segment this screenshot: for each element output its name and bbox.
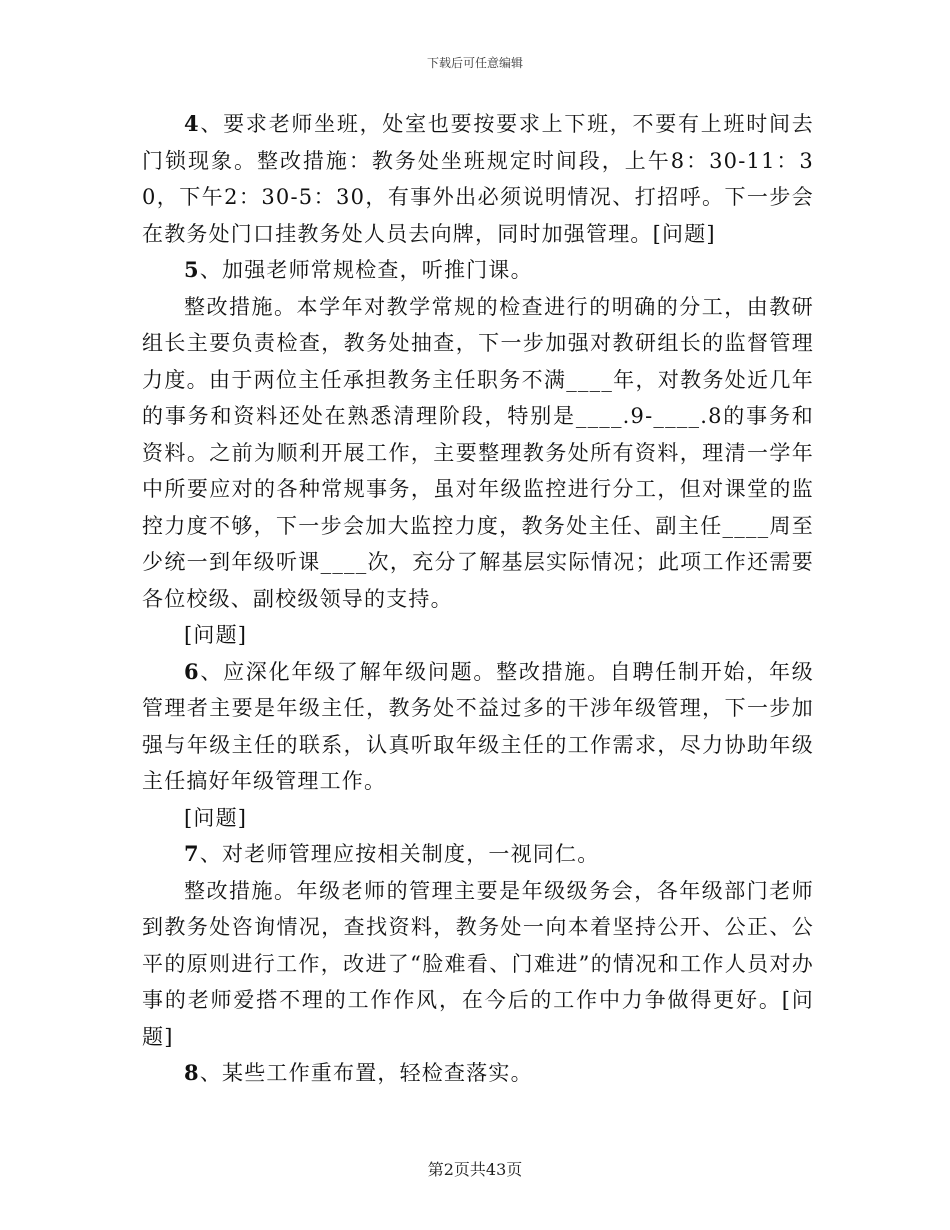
paragraph-item-6 bbox=[142, 654, 814, 800]
paragraph-text: 整改措施。本学年对教学常规的检查进行的明确的分工，由教研组长主要负责检查，教务处抽查，下一步加强对教研组长的监督管理力度。由于两位主任承担教务主任职务不满____年，对教务处近几年的事务和资料还处在熟悉清理阶段，特别是____.9-____.8的事务和资料。之前为顺利开展工作，主要整理教务处所有资料，理清一学年中所要应对的各种常规事务，虽对年级监控进行分工，但对课堂的监控力度不够，下一步会加大监控力度，教务处主任、副主任____周至少统一到年级听课____次，充分了解基层实际情况；此项工作还需要各位校级、副校级领导的支持。 bbox=[142, 294, 814, 611]
paragraph-measures-5 bbox=[142, 289, 814, 618]
paragraph-text: 、要求老师坐班，处室也要按要求上下班，不要有上班时间去门锁现象。整改措施：教务处坐班规定时间段，上午8：30-11：30，下午2：30-5：30，有事外出必须说明情况、打招呼。下一步会在教务处门口挂教务处人员去向牌，同时加强管理。[问题] bbox=[142, 112, 814, 246]
paragraph-text: [问题] bbox=[184, 623, 248, 647]
paragraph-item-5 bbox=[142, 252, 814, 289]
paragraph-question-label bbox=[142, 800, 814, 837]
paragraph-item-8 bbox=[142, 1055, 814, 1092]
paragraph-text: 、对老师管理应按相关制度，一视同仁。 bbox=[199, 842, 600, 866]
paragraph-measures-7 bbox=[142, 873, 814, 1056]
item-number: 6 bbox=[184, 658, 200, 684]
paragraph-text: 整改措施。年级老师的管理主要是年级级务会，各年级部门老师到教务处咨询情况，查找资料，教务处一向本着坚持公开、公正、公平的原则进行工作，改进了“脸难看、门难进”的情况和工作人员对办事的老师爱搭不理的工作作风，在今后的工作中力争做得更好。[问题] bbox=[142, 878, 814, 1049]
paragraph-question-label bbox=[142, 617, 814, 654]
paragraph-item-4 bbox=[142, 106, 814, 252]
item-number: 8 bbox=[184, 1060, 200, 1085]
paragraph-text: [问题] bbox=[184, 805, 248, 830]
item-number: 7 bbox=[184, 841, 200, 866]
paragraph-item-7 bbox=[142, 836, 814, 873]
paragraph-text: 、加强老师常规检查，听推门课。 bbox=[199, 258, 533, 282]
paragraph-text: 、某些工作重布置，轻检查落实。 bbox=[199, 1061, 533, 1085]
page-header-note: 下载后可任意编辑 bbox=[426, 56, 523, 70]
item-number: 4 bbox=[184, 111, 200, 136]
item-number: 5 bbox=[184, 257, 200, 282]
page-number-footer: 第2页共43页 bbox=[427, 1160, 523, 1179]
document-body bbox=[142, 106, 814, 1092]
paragraph-text: 、应深化年级了解年级问题。整改措施。自聘任制开始，年级管理者主要是年级主任，教务处不益过多的干涉年级管理，下一步加强与年级主任的联系，认真听取年级主任的工作需求，尽力协助年级主任搞好年级管理工作。 bbox=[142, 659, 814, 793]
